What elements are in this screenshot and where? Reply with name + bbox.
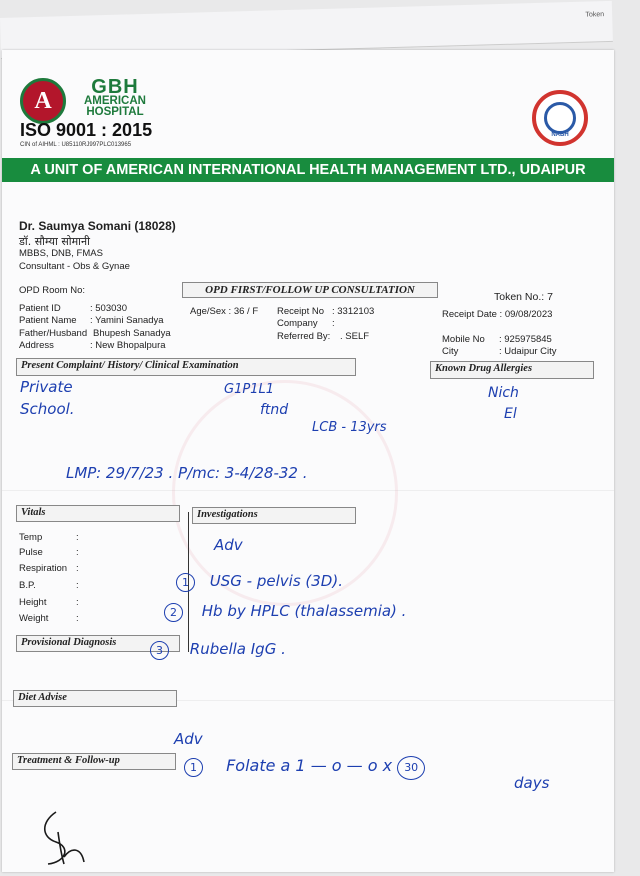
vital-colon: : — [76, 580, 79, 591]
mobile-label: Mobile No — [442, 334, 485, 345]
brand-line-3: HOSPITAL — [86, 105, 144, 118]
receipt-date: Receipt Date : 09/08/2023 — [442, 309, 553, 320]
hw-last-childbirth: LCB - 13yrs — [312, 420, 387, 435]
hw-investigation-2: 2 Hb by HPLC (thalassemia) . — [164, 602, 406, 622]
diet-advise-heading: Diet Advise — [13, 690, 177, 707]
vital-bp-label: B.P. — [19, 580, 36, 591]
receipt-no-value: : 3312103 — [332, 306, 375, 317]
city-value: : Udaipur City — [499, 346, 557, 357]
hw-treatment-advice: Adv — [174, 730, 203, 748]
investigations-heading: Investigations — [192, 507, 356, 524]
hw-allergy-line2: El — [504, 406, 517, 422]
patient-name-value: : Yamini Sanadya — [90, 315, 164, 326]
form-title: OPD FIRST/FOLLOW UP CONSULTATION — [182, 282, 438, 298]
patient-id-value: : 503030 — [90, 303, 127, 314]
hw-investigation-1: 1 USG - pelvis (3D). — [176, 572, 343, 592]
token-label: Token — [585, 11, 605, 19]
doctor-designation: Consultant - Obs & Gynae — [19, 261, 130, 272]
vital-colon: : — [76, 547, 79, 558]
company-label: Company — [277, 318, 318, 329]
vital-weight-label: Weight — [19, 613, 49, 624]
brand-line-1: GBH — [91, 76, 139, 98]
patient-id-label: Patient ID — [19, 303, 61, 314]
father-value: Bhupesh Sanadya — [93, 328, 171, 339]
vital-height-label: Height — [19, 597, 47, 608]
hw-prescription: 1 Folate a 1 — o — o x 30 — [184, 756, 425, 780]
doctor-degrees: MBBS, DNB, FMAS — [19, 248, 103, 259]
number-circle: 30 — [397, 756, 425, 780]
hw-advice-heading: Adv — [214, 536, 243, 554]
allergies-heading: Known Drug Allergies — [430, 361, 594, 379]
opd-room-label: OPD Room No: — [19, 285, 85, 296]
vital-pulse-label: Pulse — [19, 547, 43, 558]
token-number: Token No.: 7 — [494, 291, 553, 303]
father-label: Father/Husband — [19, 328, 88, 339]
vital-respiration-label: Respiration — [19, 563, 68, 574]
vital-colon: : — [76, 597, 79, 608]
referred-label: Referred By: — [277, 331, 331, 342]
iso-certification: ISO 9001 : 2015 — [20, 120, 153, 140]
unit-banner: A UNIT OF AMERICAN INTERNATIONAL HEALTH MANAGEMENT LTD., UDAIPUR — [2, 158, 614, 182]
number-circle: 2 — [164, 603, 183, 622]
vital-temp-label: Temp — [19, 532, 43, 543]
hw-delivery: ftnd — [260, 402, 289, 418]
nabh-seal: NABH — [532, 90, 588, 146]
hw-obstetric-history: G1P1L1 — [224, 382, 274, 397]
referred-value: . SELF — [340, 331, 370, 342]
vital-colon: : — [76, 563, 79, 574]
provisional-diagnosis-heading: Provisional Diagnosis — [16, 635, 180, 652]
vitals-heading: Vitals — [16, 505, 180, 522]
vital-colon: : — [76, 532, 79, 543]
number-circle: 1 — [184, 758, 203, 777]
hw-investigation-3: 3 Rubella IgG . — [150, 640, 286, 660]
treatment-heading: Treatment & Follow-up — [12, 753, 176, 770]
hw-complaint-line2: School. — [20, 400, 75, 418]
hw-complaint-line1: Private — [20, 378, 73, 396]
doctor-name: Dr. Saumya Somani (18028) — [19, 219, 176, 233]
city-label: City — [442, 346, 459, 357]
hospital-wordmark — [70, 78, 160, 118]
hw-allergy-line1: Nich — [488, 385, 519, 401]
doctor-signature — [36, 802, 106, 872]
mobile-value: : 925975845 — [499, 334, 552, 345]
number-circle: 1 — [176, 573, 195, 592]
patient-name-label: Patient Name — [19, 315, 77, 326]
hw-lmp: LMP: 29/7/23 . P/mc: 3-4/28-32 . — [66, 464, 308, 482]
hospital-logo: A — [20, 78, 66, 124]
complaint-heading: Present Complaint/ History/ Clinical Examination — [16, 358, 356, 376]
company-value: : — [332, 318, 335, 329]
number-circle: 3 — [150, 641, 169, 660]
age-sex: Age/Sex : 36 / F — [190, 306, 259, 317]
vital-colon: : — [76, 613, 79, 624]
doctor-name-hindi: डॉ. सौम्या सोमानी — [19, 235, 90, 248]
cin-number: CIN of AIHML : U85110RJ997PLC013965 — [20, 142, 132, 148]
brand-line-2: AMERICAN — [84, 95, 146, 108]
opd-prescription-sheet — [2, 50, 614, 872]
hw-duration: days — [514, 774, 550, 792]
receipt-no-label: Receipt No — [277, 306, 324, 317]
address-value: : New Bhopalpura — [90, 340, 166, 351]
address-label: Address — [19, 340, 54, 351]
